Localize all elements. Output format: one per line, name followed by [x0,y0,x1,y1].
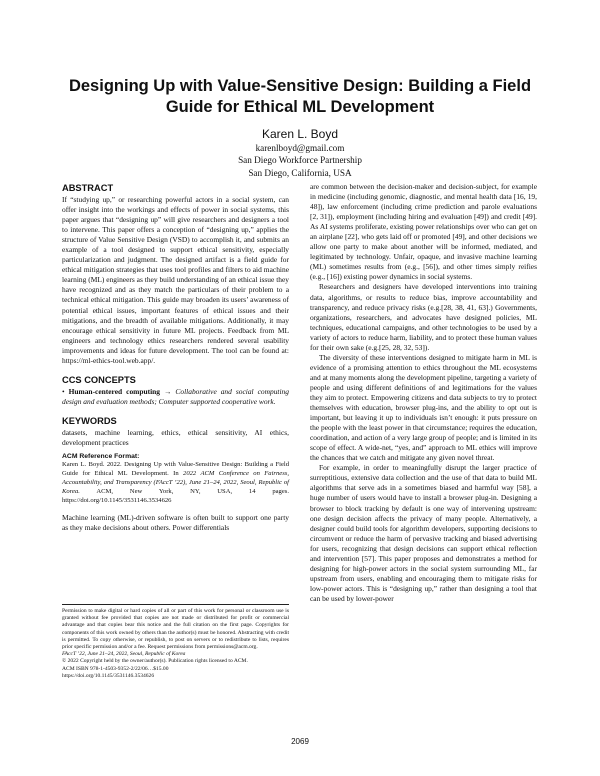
copyright-footnote [62,604,289,680]
right-paragraph: Researchers and designers have developed interventions into training data, algorithms, or results to reduce bias, improve accountability and transparency, and reduce privacy risks (e.g.[28, 38, 41, 63].) Governments, organizations, researchers, and advocates have designed policies, ML techniques, educational campaigns, and other technologies to be used by a variety of actors to reduce harm, liability, and to protect these human values for their own sake (e.g.[25, 28, 32, 53]). [310,282,537,352]
keywords-heading: KEYWORDS [62,415,117,426]
permission-text: Permission to make digital or hard copies of all or part of this work for personal or classroom use is granted without fee provided that copies are not made or distributed for profit or commercial advantage and that copies bear this notice and the full citation on the first page. Copyrights for components of this work owned by others than the author(s) must be honored. Abstracting with credit is permitted. To copy otherwise, or republish, to post on servers or to redistribute to lists, requires prior specific permission and/or a fee. Request permissions from permissions@acm.org. [62,608,289,651]
author-affiliation: San Diego Workforce Partnership [238,155,362,166]
isbn-line: ACM ISBN 978-1-4503-9352-2/22/06…$15.00 [62,665,169,672]
reference-format-text: Karen L. Boyd. 2022. Designing Up with Value-Sensitive Design: Building a Field Guide for Ethical ML Development. In 2022 ACM Conference on Fairness, Accountability, and Transparency (FAccT ’22), June 21–24, 2022, Seoul, Republic of Korea. ACM, New York, NY, USA, 14 pages. https://doi.org/10.1145/3531146.3534626 [62,460,289,504]
abstract-text: If “studying up,” or researching powerful actors in a social system, can offer insight into the workings and effects of power in social systems, this paper argues that “designing up” will give researchers and designers a tool to intervene. This paper offers a conception of “designing up,” applies the structure of Value Sensitive Design (VSD) to accomplish it, and submits an example of a tool designed to support ethical sensitivity, especially particularization and judgment. The designed artifact is a field guide for ethical mitigation strategies that uses tool profiles and filters to aid machine learning (ML) engineers as they build understanding of an ethical issue they have recognized and as they match the particulars of their problem to a technical ethical mitigation. This guide may broaden its users’ awareness of potential ethical issues, important features of ethical issues and their mitigations, and the breadth of available mitigations. Additionally, it may encourage ethical sensitivity in future ML projects. Feedback from ML engineers and technology ethics researchers rendered several usability improvements and ideas for future development. The tool can be found at: https://ml-ethics-tool.web.app/. [62,195,289,365]
author-email: karenlboyd@gmail.com [255,143,345,153]
page-number: 2069 [291,737,309,746]
keywords-text: datasets, machine learning, ethics, ethical sensitivity, AI ethics, development practices [62,427,289,447]
ccs-heading: CCS CONCEPTS [62,374,136,385]
reference-format-heading: ACM Reference Format: [62,452,140,460]
intro-left-text: Machine learning (ML)-driven software is often built to support one party as they make decisions about others. Power differentials [62,512,289,532]
paper-title: Designing Up with Value-Sensitive Design: Building a Field Guide for Ethical ML Development [68,77,532,116]
doi-line: https://doi.org/10.1145/3531146.3534626 [62,672,155,679]
abstract-heading: ABSTRACT [62,183,114,193]
right-paragraph: are common between the decision-maker and decision-subject, for example in medicine (including genomic, diagnostic, and mental health data [16, 19, 48]), law enforcement (including crime prediction and parole evaluations [2, 31]), employment (including hiring and evaluation [49]) and credit [49]. As AI systems proliferate, existing power relationships over who can get on an airplane [22], who gets laid off or promoted [49], and other decisions we allow one party to make about another will be informed, mediated, and legitimated by technology. Unfair, opaque, and invasive machine learning (ML) sometimes results from (e.g., [56]), and other times simply reifies (e.g., [16]) existing power dynamics in social systems. [310,182,537,282]
ccs-text: • Human-centered computing → Collaborative and social computing design and evaluation methods; Computer supported cooperative work. [62,386,289,406]
author-name: Karen L. Boyd [261,127,339,141]
author-location: San Diego, California, USA [248,167,352,178]
left-column [62,182,289,533]
right-column [310,182,537,604]
copyright-line: © 2022 Copyright held by the owner/author(s). Publication rights licensed to ACM. [62,658,248,665]
right-paragraph: For example, in order to meaningfully disrupt the larger practice of surreptitious, extensive data collection and the use of that data to build ML algorithms that serve ads in a sometimes biased and harmful way [58], a huge number of users would have to install a browser plug-in. Designing a browser to block tracking by default is one way of intervening upstream: one design decision affects the privacy of many people. Alternatively, a designer could build tools for algorithm developers, supporting decisions to circumvent or reduce the harm of pervasive tracking and biased advertising for users, recognizing that design decisions can support ethical reflection and intervention [57]. This paper proposes and demonstrates a method for designing for high-power actors in the social system surrounding ML, far upstream from users, enabling and encouraging them to mitigate risks for low-power actors. This is “designing up,” rather than designing a tool that can be used by lower-power [310,463,537,603]
right-paragraph: The diversity of these interventions designed to mitigate harm in ML is evidence of a promising attention to ethics throughout the ML ecosystems and at many moments along the development pipeline, targeting a variety of people and using different definitions of and legitimations for the values they aim to protect. Empowering citizens and data subjects to try to protect themselves with education, browser plug-ins, and the ability to opt out is important, but leaving it up to individuals isn’t enough: it puts pressure on the people with the least power in that circumstance; requires the education, coordination, and action of a very large group of people; and is limited in its scope of effect. A wide-net, “yes, and” approach to ML ethics will improve the chances that we catch and mitigate any given novel threat. [310,352,537,463]
author-block [100,127,500,179]
conference-line: FAccT ’22, June 21–24, 2022, Seoul, Republic of Korea [62,651,186,658]
